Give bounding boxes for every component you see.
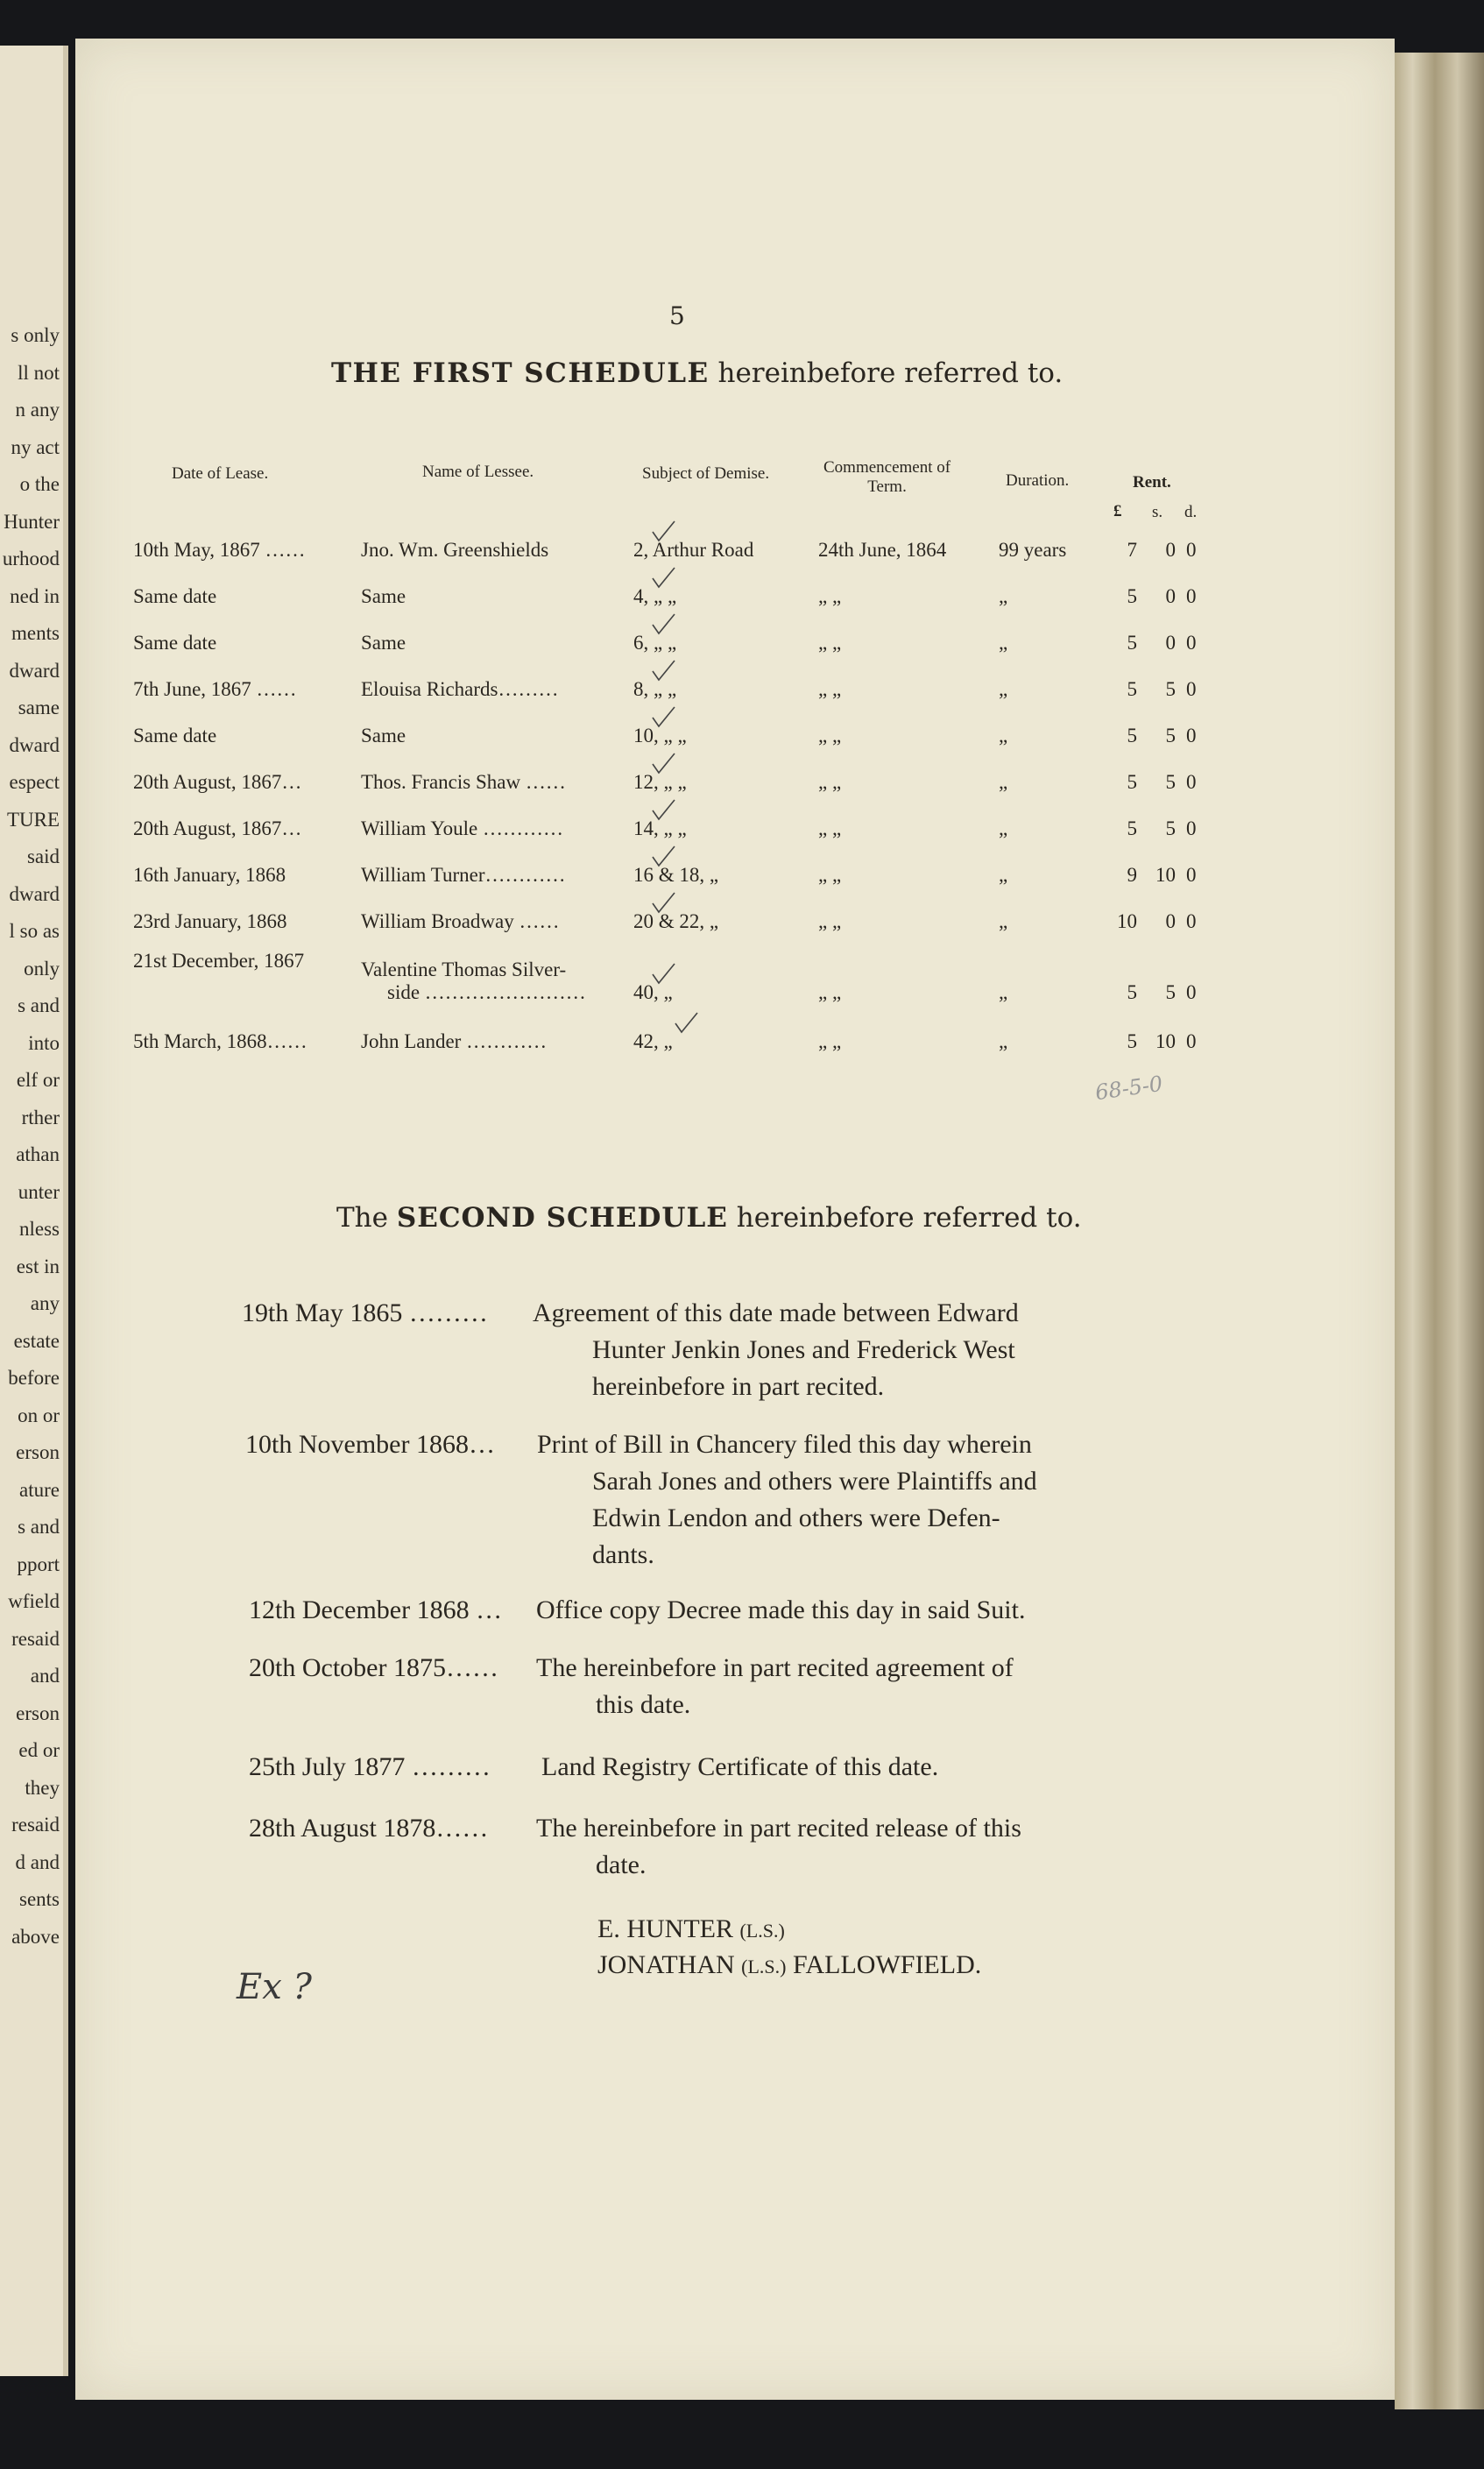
header-duration: Duration.: [1006, 471, 1070, 490]
cell-duration: „: [999, 864, 1008, 886]
cell-shillings: 10: [1155, 864, 1176, 886]
cell-pence: 0: [1186, 817, 1197, 839]
left-page-fragment: ny act: [11, 435, 60, 458]
cell-pounds: 9: [1127, 864, 1137, 886]
entry-text-line: date.: [596, 1850, 647, 1879]
entry-text-line: hereinbefore in part recited.: [592, 1372, 885, 1401]
cell-duration: „: [999, 817, 1008, 839]
pencil-tick-icon: [650, 962, 676, 987]
left-page-fragment: o the: [19, 473, 60, 495]
pencil-tick-icon: [650, 891, 676, 916]
left-page-fragment: before: [8, 1367, 60, 1389]
cell-commencement: „ „: [818, 817, 842, 839]
entry-text-line: Office copy Decree made this day in said Suit.: [536, 1595, 1026, 1624]
left-page-fragment: nless: [19, 1218, 60, 1240]
signature-line-fallowfield: [597, 1950, 981, 1980]
entry-text-line: Agreement of this date made between Edward: [533, 1298, 1019, 1327]
entry-date: 28th August 1878……: [249, 1814, 489, 1843]
cell-shillings: 5: [1165, 817, 1176, 839]
page-number: 5: [669, 301, 685, 330]
left-page-fragment: d and: [15, 1850, 60, 1873]
cell-pounds: 5: [1127, 725, 1137, 746]
left-page-fragment: estate: [13, 1329, 60, 1352]
cell-shillings: 0: [1165, 585, 1176, 607]
left-page-fragment: ature: [19, 1478, 60, 1501]
left-page-fragment: athan: [16, 1143, 60, 1165]
header-commencement-line2: Term.: [867, 478, 907, 496]
cell-pence: 0: [1186, 864, 1197, 886]
pencil-tick-icon: [673, 1011, 699, 1036]
entry-text-line: The hereinbefore in part recited agreement of: [536, 1653, 1014, 1682]
pencil-tick-icon: [650, 566, 676, 591]
cell-shillings: 0: [1165, 632, 1176, 654]
cell-lessee: William Turner…………: [361, 864, 566, 886]
entry-text-line: Print of Bill in Chancery filed this day wherein: [537, 1430, 1032, 1459]
signature-hunter-seal: (L.S.): [739, 1920, 785, 1942]
cell-subject: 40, „: [633, 981, 673, 1003]
pencil-tick-icon: [650, 520, 676, 544]
entry-date: 19th May 1865 ………: [242, 1298, 488, 1327]
cell-lessee: John Lander …………: [361, 1030, 548, 1052]
cell-commencement: „ „: [818, 1030, 842, 1052]
left-page-fragment: erson: [16, 1441, 60, 1463]
cell-commencement: 24th June, 1864: [818, 539, 947, 561]
cell-lessee: Same: [361, 585, 406, 607]
cell-commencement: „ „: [818, 864, 842, 886]
left-page-fragment: erson: [16, 1701, 60, 1724]
cell-date: 5th March, 1868……: [133, 1030, 307, 1052]
cell-date: 20th August, 1867…: [133, 817, 302, 839]
cell-duration: „: [999, 678, 1008, 700]
entry-text-line: The hereinbefore in part recited release of this: [536, 1814, 1021, 1843]
left-page-fragment: s and: [18, 1516, 60, 1538]
header-lessee: Name of Lessee.: [422, 463, 534, 481]
entry-text-line: dants.: [592, 1540, 654, 1569]
signature-fallowfield-seal: (L.S.): [741, 1956, 787, 1977]
cell-pence: 0: [1186, 981, 1197, 1003]
left-page-fragment: TURE: [6, 808, 60, 831]
pencil-tick-icon: [650, 845, 676, 869]
left-page-fragment: espect: [9, 771, 60, 793]
left-page-fragment: ned in: [10, 584, 60, 607]
left-page-fragment: any: [30, 1292, 60, 1314]
cell-commencement: „ „: [818, 725, 842, 746]
cell-shillings: 0: [1165, 910, 1176, 932]
entry-text-line: Edwin Lendon and others were Defen-: [592, 1503, 1000, 1532]
cell-pounds: 5: [1127, 678, 1137, 700]
pencil-tick-icon: [650, 798, 676, 823]
first-schedule-title-caps: THE FIRST SCHEDULE: [331, 357, 710, 389]
entry-date: 12th December 1868 …: [249, 1595, 503, 1624]
cell-date: 21st December, 1867: [133, 950, 305, 972]
cell-duration: „: [999, 632, 1008, 654]
first-schedule-title: [331, 357, 1063, 389]
cell-shillings: 10: [1155, 1030, 1176, 1052]
cell-lessee: Elouisa Richards………: [361, 678, 559, 700]
left-page-fragment: pport: [17, 1553, 60, 1575]
left-page-fragment: resaid: [11, 1814, 60, 1836]
cell-pounds: 5: [1127, 632, 1137, 654]
cell-subject: 20 & 22, „: [633, 910, 719, 932]
second-schedule-title-caps: SECOND SCHEDULE: [396, 1202, 728, 1234]
header-rent: Rent.: [1133, 473, 1171, 492]
cell-date: 7th June, 1867 ……: [133, 678, 297, 700]
cell-pence: 0: [1186, 725, 1197, 746]
left-page-fragment: dward: [9, 733, 60, 756]
header-commencement: [823, 458, 950, 497]
first-schedule-title-rest: hereinbefore referred to.: [717, 357, 1064, 389]
cell-date: 20th August, 1867…: [133, 771, 302, 793]
cell-lessee: Jno. Wm. Greenshields: [361, 539, 549, 561]
cell-commencement: „ „: [818, 771, 842, 793]
cell-pence: 0: [1186, 539, 1197, 561]
cell-pence: 0: [1186, 910, 1197, 932]
left-page-fragment: est in: [16, 1255, 60, 1277]
signature-fallowfield-surname: FALLOWFIELD.: [793, 1950, 982, 1979]
cell-pence: 0: [1186, 678, 1197, 700]
cell-pounds: 5: [1127, 771, 1137, 793]
entry-text-line: Sarah Jones and others were Plaintiffs and: [592, 1467, 1037, 1496]
cell-date: Same date: [133, 632, 217, 654]
left-page-fragment: s only: [11, 324, 60, 346]
left-page-fragment: Hunter: [4, 510, 60, 533]
cell-pence: 0: [1186, 771, 1197, 793]
cell-commencement: „ „: [818, 632, 842, 654]
signature-fallowfield-first: JONATHAN: [597, 1950, 735, 1979]
left-page-fragment: they: [25, 1776, 60, 1799]
cell-commencement: „ „: [818, 585, 842, 607]
cell-subject: 6, „ „: [633, 632, 677, 654]
pencil-annotation: Ex ?: [237, 1967, 312, 2007]
left-facing-page: [0, 46, 68, 2376]
pencil-tick-icon: [650, 659, 676, 683]
cell-lessee-continued: side ……………………: [387, 981, 586, 1003]
left-page-fragment: and: [30, 1665, 60, 1687]
left-page-fragment: only: [24, 957, 60, 980]
cell-date: Same date: [133, 585, 217, 607]
cell-duration: „: [999, 910, 1008, 932]
second-schedule-title-rest: hereinbefore referred to.: [736, 1202, 1082, 1234]
entry-date: 25th July 1877 ………: [249, 1752, 491, 1781]
left-page-fragment: ed or: [18, 1739, 60, 1761]
left-page-fragment: said: [26, 845, 60, 867]
header-date: Date of Lease.: [172, 464, 269, 483]
cell-date: 23rd January, 1868: [133, 910, 287, 932]
cell-lessee: Same: [361, 725, 406, 746]
signature-hunter-name: E. HUNTER: [597, 1914, 733, 1943]
left-page-fragment: into: [28, 1031, 60, 1054]
left-page-fragment: resaid: [11, 1627, 60, 1650]
left-page-fragment: rther: [21, 1106, 60, 1128]
pencil-tick-icon: [650, 612, 676, 637]
signature-line-hunter: [597, 1914, 785, 1944]
cell-pence: 0: [1186, 1030, 1197, 1052]
cell-lessee: William Youle …………: [361, 817, 563, 839]
pencil-tick-icon: [650, 705, 676, 730]
cell-pounds: 5: [1127, 981, 1137, 1003]
entry-text-line: Land Registry Certificate of this date.: [541, 1752, 939, 1781]
cell-pounds: 7: [1127, 539, 1137, 561]
cell-subject: 4, „ „: [633, 585, 677, 607]
left-page-fragment: elf or: [16, 1069, 60, 1091]
second-schedule-title-pre: The: [336, 1202, 388, 1234]
cell-commencement: „ „: [818, 981, 842, 1003]
cell-duration: 99 years: [999, 539, 1067, 561]
left-page-fragment: same: [18, 697, 60, 718]
cell-duration: „: [999, 1030, 1008, 1052]
left-page-fragment: sents: [19, 1888, 60, 1910]
cell-shillings: 5: [1165, 771, 1176, 793]
pencil-total-note: 68-5-0: [1093, 1071, 1164, 1106]
cell-pence: 0: [1186, 585, 1197, 607]
cell-pence: 0: [1186, 632, 1197, 654]
cell-pounds: 10: [1117, 910, 1137, 932]
cell-subject: 14, „ „: [633, 817, 687, 839]
cell-subject: 42, „: [633, 1030, 673, 1052]
left-page-fragment: n any: [15, 399, 60, 421]
header-pence: d.: [1184, 503, 1198, 521]
cell-duration: „: [999, 771, 1008, 793]
cell-date: Same date: [133, 725, 217, 746]
entry-text-line: this date.: [596, 1690, 691, 1719]
cell-date: 10th May, 1867 ……: [133, 539, 306, 561]
left-page-fragment: l so as: [9, 920, 60, 942]
header-subject: Subject of Demise.: [642, 464, 770, 483]
cell-shillings: 5: [1165, 678, 1176, 700]
cell-lessee: Same: [361, 632, 406, 654]
cell-duration: „: [999, 725, 1008, 746]
header-pounds: £: [1113, 502, 1122, 520]
cell-subject: 8, „ „: [633, 678, 677, 700]
cell-shillings: 0: [1165, 539, 1176, 561]
left-page-fragment: urhood: [2, 548, 60, 569]
left-page-fragment: ments: [11, 622, 60, 644]
left-page-fragment: dward: [9, 882, 60, 905]
cell-subject: 10, „ „: [633, 725, 687, 746]
left-page-fragment: wfield: [8, 1590, 60, 1612]
left-page-fragment: unter: [18, 1180, 60, 1203]
left-page-fragment: s and: [18, 994, 60, 1016]
cell-shillings: 5: [1165, 725, 1176, 746]
cell-commencement: „ „: [818, 910, 842, 932]
cell-duration: „: [999, 981, 1008, 1003]
cell-subject: 12, „ „: [633, 771, 687, 793]
cell-pounds: 5: [1127, 585, 1137, 607]
page-edges: [1395, 53, 1484, 2409]
left-page-fragment: ll not: [18, 361, 60, 384]
left-page-fragment: dward: [9, 659, 60, 682]
cell-lessee: William Broadway ……: [361, 910, 560, 932]
entry-text-line: Hunter Jenkin Jones and Frederick West: [592, 1335, 1015, 1364]
header-commencement-line1: Commencement of: [823, 458, 951, 477]
second-schedule-title: [336, 1202, 1082, 1234]
cell-subject: 2, Arthur Road: [633, 539, 754, 561]
cell-subject: 16 & 18, „: [633, 864, 719, 886]
pencil-tick-icon: [650, 752, 676, 776]
left-page-fragment: on or: [18, 1404, 60, 1426]
cell-date: 16th January, 1868: [133, 864, 286, 886]
cell-shillings: 5: [1165, 981, 1176, 1003]
cell-pounds: 5: [1127, 1030, 1137, 1052]
entry-date: 10th November 1868…: [245, 1430, 495, 1459]
cell-lessee: Thos. Francis Shaw ……: [361, 771, 566, 793]
cell-pounds: 5: [1127, 817, 1137, 839]
left-page-fragment: above: [11, 1925, 60, 1948]
cell-duration: „: [999, 585, 1008, 607]
entry-date: 20th October 1875……: [249, 1653, 498, 1682]
cell-commencement: „ „: [818, 678, 842, 700]
header-shillings: s.: [1152, 503, 1163, 521]
cell-lessee: Valentine Thomas Silver-: [361, 959, 567, 980]
